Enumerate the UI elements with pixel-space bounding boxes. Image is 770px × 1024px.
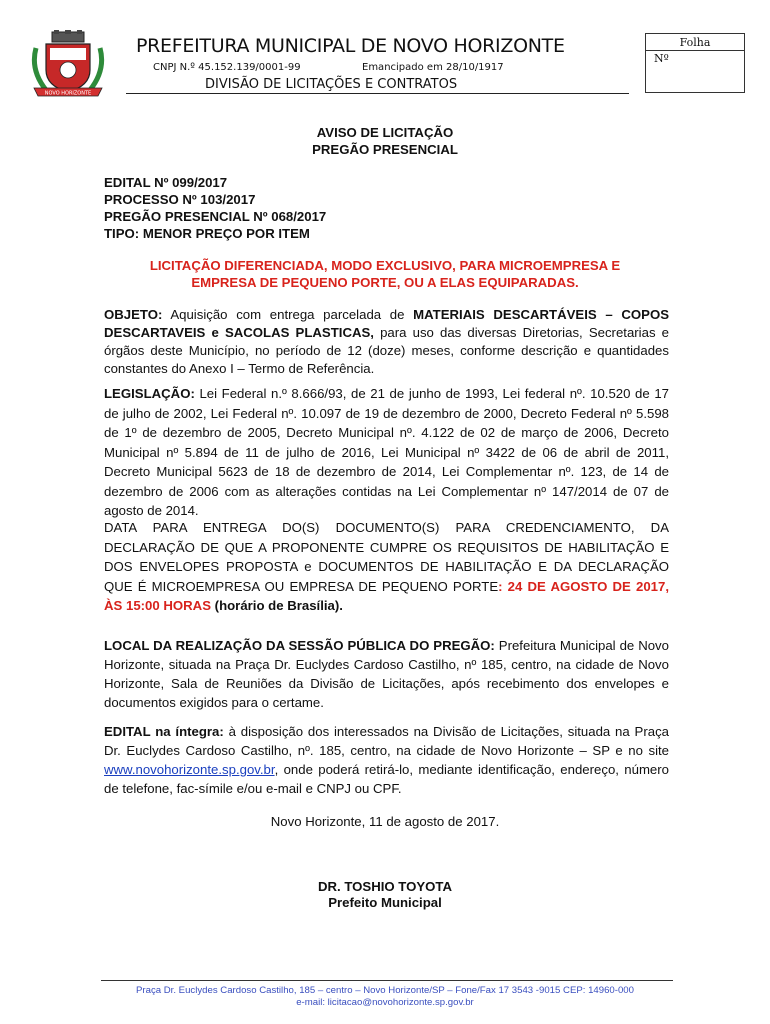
- local-text: Prefeitura Municipal de Novo Horizonte, situada na Praça Dr. Euclydes Cardoso Castilho, nº 185, centro, na cidade de Novo Horizonte, Sala de Reuniões da Divisão de Licitações, após recebimento dos envelopes e documentos exigidos para o certame.: [104, 638, 669, 710]
- edital-integra-paragraph: [104, 722, 669, 798]
- data-entrega-text: DATA PARA ENTREGA DO(S) DOCUMENTO(S) PARA CREDENCIAMENTO, DA DECLARAÇÃO DE QUE A PROPONENTE CUMPRE OS REQUISITOS DE HABILITAÇÃO E DOS ENVELOPES PROPOSTA e DOCUMENTOS DE HABILITAÇÃO E DA DECLARAÇÃO QUE É MICROEMPRESA OU EMPRESA DE PEQUENO PORTE: [104, 520, 669, 594]
- prefeitura-title: PREFEITURA MUNICIPAL DE NOVO HORIZONTE: [136, 35, 565, 57]
- svg-text:NOVO HORIZONTE: NOVO HORIZONTE: [44, 90, 92, 97]
- data-entrega-paragraph: [104, 518, 669, 616]
- tipo-line: TIPO: MENOR PREÇO POR ITEM: [104, 226, 310, 241]
- legislacao-label: LEGISLAÇÃO:: [104, 386, 195, 401]
- objeto-paragraph: [104, 306, 669, 378]
- emancipation-text: Emancipado em 28/10/1917: [362, 62, 504, 73]
- header-rule: [126, 93, 629, 94]
- objeto-text-a: Aquisição com entrega parcelada de: [162, 307, 414, 322]
- edital-number: EDITAL Nº 099/2017: [104, 175, 228, 190]
- edital-integra-text-a: à disposição dos interessados na Divisão de Licitações, situada na Praça Dr. Euclydes Cardoso Castilho, nº. 185, centro, na cidade de Novo Horizonte – SP e no site: [104, 724, 669, 758]
- footer-email: e-mail: licitacao@novohorizonte.sp.gov.br: [296, 997, 474, 1008]
- cnpj-text: CNPJ N.º 45.152.139/0001-99: [153, 62, 301, 73]
- edital-integra-text-b: , onde poderá retirá-lo, mediante identificação, endereço, número de telefone, fac-símile e/ou e-mail e CNPJ ou CPF.: [104, 762, 669, 796]
- letterhead: [0, 0, 770, 100]
- data-entrega-horario: (horário de Brasília).: [211, 598, 343, 613]
- footer-rule: [101, 980, 673, 981]
- diferenciada-line-1: LICITAÇÃO DIFERENCIADA, MODO EXCLUSIVO, PARA MICROEMPRESA E: [149, 258, 621, 273]
- local-label: LOCAL DA REALIZAÇÃO DA SESSÃO PÚBLICA DO PREGÃO:: [104, 638, 495, 653]
- legislacao-text: Lei Federal n.º 8.666/93, de 21 de junho de 1993, Lei federal nº. 10.520 de 17 de julho de 2002, Lei Federal nº. 10.097 de 19 de dezembro de 2000, Decreto Federal nº 5.598 de 1º de dezembro de 2005, Decreto Municipal nº. 4.122 de 02 de março de 2006, Decreto Municipal nº 5.894 de 11 de julho de 2016, Lei Municipal nº 3422 de 06 de abril de 2011, Decreto Municipal 5623 de 18 de dezembro de 2014, Lei Complementar nº. 123, de 14 de dezembro de 2006 com as alterações contidas na Lei Complementar nº 147/2014 de 07 de agosto de 2014.: [104, 386, 669, 518]
- legislacao-paragraph: [104, 384, 669, 521]
- objeto-label: OBJETO:: [104, 307, 163, 322]
- place-date: Novo Horizonte, 11 de agosto de 2017.: [270, 814, 500, 829]
- footer-address: Praça Dr. Euclydes Cardoso Castilho, 185 – centro – Novo Horizonte/SP – Fone/Fax 17 3543 -9015 CEP: 14960-000: [136, 985, 634, 996]
- folha-label: Folha: [679, 36, 711, 49]
- folha-stamp-box: [645, 33, 745, 93]
- notice-subheading: PREGÃO PRESENCIAL: [312, 142, 458, 157]
- local-paragraph: [104, 636, 669, 712]
- site-link[interactable]: www.novohorizonte.sp.gov.br: [104, 762, 275, 777]
- municipal-crest-icon: [28, 30, 108, 100]
- signer-role: Prefeito Municipal: [328, 895, 442, 910]
- division-title: DIVISÃO DE LICITAÇÕES E CONTRATOS: [205, 77, 458, 92]
- data-entrega-date: : 24 DE AGOSTO DE 2017, ÀS 15:00 HORAS: [104, 578, 669, 613]
- diferenciada-line-2: EMPRESA DE PEQUENO PORTE, OU A ELAS EQUIPARADAS.: [191, 275, 579, 290]
- signer-name: DR. TOSHIO TOYOTA: [317, 879, 453, 894]
- objeto-items: MATERIAIS DESCARTÁVEIS – COPOS DESCARTAVEIS e SACOLAS PLASTICAS,: [104, 307, 670, 340]
- folha-number-label: Nº: [654, 52, 669, 65]
- objeto-text-b: para uso das diversas Diretorias, Secretarias e órgãos deste Município, no período de 12 (doze) meses, conforme descrição e quantidades constantes do Anexo I – Termo de Referência.: [104, 325, 669, 376]
- notice-heading: AVISO DE LICITAÇÃO: [316, 125, 454, 140]
- edital-integra-label: EDITAL na íntegra:: [104, 724, 224, 739]
- pregao-number: PREGÃO PRESENCIAL Nº 068/2017: [104, 209, 327, 224]
- folha-divider: [646, 50, 744, 51]
- processo-number: PROCESSO Nº 103/2017: [104, 192, 256, 207]
